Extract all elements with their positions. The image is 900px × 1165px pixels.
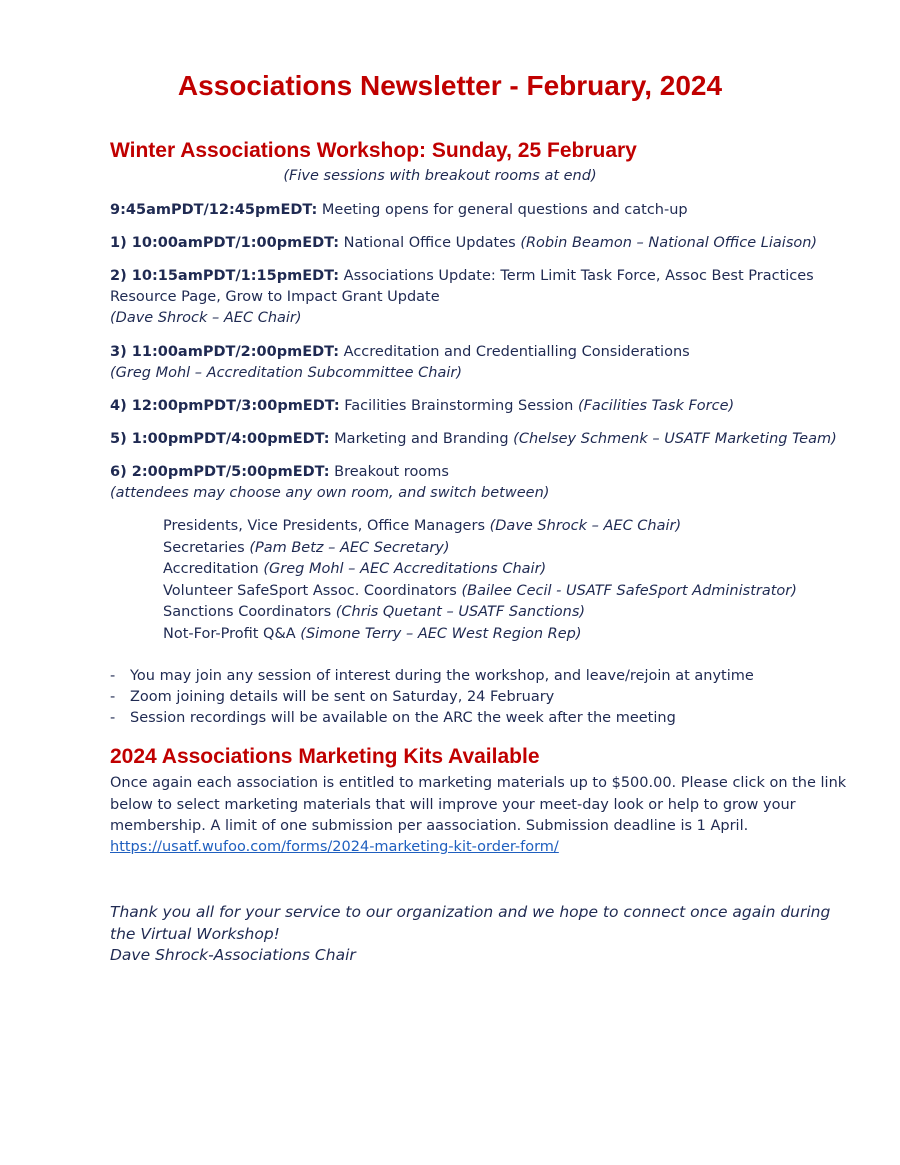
- marketing-kit-link[interactable]: https://usatf.wufoo.com/forms/2024-marketing-kit-order-form/: [110, 839, 559, 855]
- bullet-dash: -: [110, 689, 116, 705]
- note-item: [110, 708, 676, 730]
- session-time: 5) 1:00pmPDT/4:00pmEDT:: [110, 431, 330, 447]
- session-time: 2) 10:15amPDT/1:15pmEDT:: [110, 268, 340, 284]
- breakout-room: [163, 624, 582, 646]
- session-2: [110, 266, 814, 288]
- session-6-note: [110, 483, 549, 505]
- session-presenter: (Chelsey Schmenk – USATF Marketing Team): [513, 431, 837, 447]
- session-presenter: (attendees may choose any own room, and switch between): [110, 485, 550, 501]
- room-name: Sanctions Coordinators: [163, 604, 336, 620]
- session-3-presenter: [110, 363, 462, 385]
- breakout-room: [163, 516, 681, 538]
- session-1: [110, 233, 817, 255]
- session-text: Accreditation and Credentialling Considerations: [339, 344, 690, 360]
- breakout-room: [163, 581, 797, 603]
- session-text: Marketing and Branding: [329, 431, 514, 447]
- newsletter-title: Associations Newsletter - February, 2024: [177, 70, 723, 101]
- marketing-link-line: [110, 837, 559, 859]
- session-5: [110, 429, 837, 451]
- room-host: (Greg Mohl – AEC Accreditations Chair): [263, 561, 547, 577]
- session-text: Facilities Brainstorming Session: [339, 398, 578, 414]
- session-time: 1) 10:00amPDT/1:00pmEDT:: [110, 235, 340, 251]
- breakout-room: [163, 559, 546, 581]
- note-item: [110, 687, 554, 709]
- session-2-cont: Resource Page, Grow to Impact Grant Update: [110, 289, 440, 305]
- note-text: Session recordings will be available on the ARC the week after the meeting: [130, 710, 676, 726]
- marketing-text: membership. A limit of one submission per aassociation. Submission deadline is 1 April.: [110, 818, 749, 834]
- breakout-room: [163, 602, 585, 624]
- closing-signature: Dave Shrock-Associations Chair: [110, 946, 356, 964]
- session-time: 6) 2:00pmPDT/5:00pmEDT:: [110, 464, 330, 480]
- session-presenter: (Robin Beamon – National Office Liaison): [520, 235, 818, 251]
- room-name: Not-For-Profit Q&A: [163, 626, 301, 642]
- room-name: Secretaries: [163, 540, 250, 556]
- closing-text: Thank you all for your service to our organization and we hope to connect once again during: [110, 903, 831, 921]
- marketing-text: Once again each association is entitled to marketing materials up to $500.00. Please click on the link: [110, 775, 847, 791]
- marketing-heading: 2024 Associations Marketing Kits Available: [110, 745, 540, 768]
- marketing-text: below to select marketing materials that will improve your meet-day look or help to grow your: [110, 797, 796, 813]
- closing-text: the Virtual Workshop!: [110, 925, 280, 943]
- note-item: [110, 666, 754, 688]
- room-host: (Bailee Cecil - USATF SafeSport Administrator): [461, 583, 797, 599]
- session-time: 4) 12:00pmPDT/3:00pmEDT:: [110, 398, 340, 414]
- note-text: You may join any session of interest during the workshop, and leave/rejoin at anytime: [130, 668, 754, 684]
- workshop-heading: Winter Associations Workshop: Sunday, 25 February: [110, 139, 637, 162]
- room-host: (Pam Betz – AEC Secretary): [249, 540, 450, 556]
- session-time: 3) 11:00amPDT/2:00pmEDT:: [110, 344, 340, 360]
- session-4: [110, 396, 734, 418]
- breakout-room: [163, 538, 450, 560]
- room-name: Presidents, Vice Presidents, Office Managers: [163, 518, 490, 534]
- opening-time: 9:45amPDT/12:45pmEDT:: [110, 202, 318, 218]
- room-host: (Simone Terry – AEC West Region Rep): [300, 626, 582, 642]
- room-name: Accreditation: [163, 561, 264, 577]
- session-presenter: (Facilities Task Force): [577, 398, 735, 414]
- session-text: Associations Update: Term Limit Task Force, Assoc Best Practices: [339, 268, 814, 284]
- workshop-subheading: (Five sessions with breakout rooms at end): [283, 168, 597, 184]
- session-text: National Office Updates: [339, 235, 521, 251]
- opening-line: [110, 200, 688, 222]
- note-text: Zoom joining details will be sent on Saturday, 24 February: [130, 689, 555, 705]
- bullet-dash: -: [110, 710, 116, 726]
- session-6: [110, 462, 449, 484]
- session-2-presenter: [110, 308, 302, 330]
- bullet-dash: -: [110, 668, 116, 684]
- room-name: Volunteer SafeSport Assoc. Coordinators: [163, 583, 462, 599]
- session-text: Breakout rooms: [329, 464, 449, 480]
- room-host: (Chris Quetant – USATF Sanctions): [335, 604, 586, 620]
- session-presenter: (Greg Mohl – Accreditation Subcommittee Chair): [110, 365, 462, 381]
- opening-text: Meeting opens for general questions and catch-up: [317, 202, 688, 218]
- session-3: [110, 342, 690, 364]
- room-host: (Dave Shrock – AEC Chair): [489, 518, 682, 534]
- session-presenter: (Dave Shrock – AEC Chair): [110, 310, 302, 326]
